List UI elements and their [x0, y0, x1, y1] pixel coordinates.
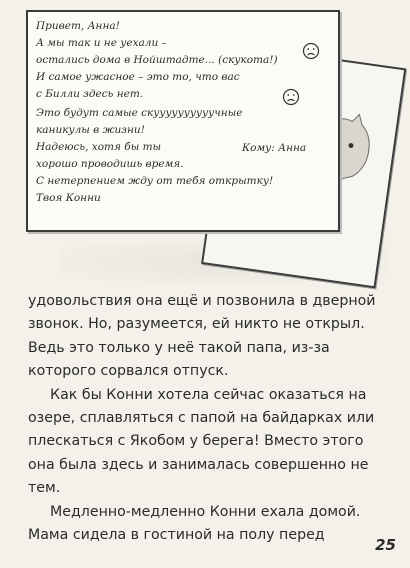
postcard-line: каникулы в жизни! — [36, 124, 145, 136]
postcard-signature: Твоя Конни — [36, 192, 101, 204]
postcard-line: с Билли здесь нет. — [36, 88, 144, 100]
page-number: 25 — [375, 536, 396, 554]
postcard-line: Надеюсь, хотя бы ты — [36, 141, 162, 153]
paragraph: Медленно-медленно Конни ехала домой. Мама сидела в гостиной на полу перед — [28, 503, 361, 544]
postcard-line: И самое ужасное – это то, что вас — [36, 71, 240, 83]
postcard-line: А мы так и не уехали – — [36, 37, 167, 49]
postcard-line: С нетерпением жду от тебя открытку! — [36, 175, 274, 187]
body-text — [28, 290, 382, 547]
postcard-line: хорошо проводишь время. — [36, 158, 184, 170]
postcard-front — [26, 10, 340, 232]
paragraph: Как бы Конни хотела сейчас оказаться на озере, сплавляться с папой на байдарках или плескаться с Якобом у берега! Вместо этого она была здесь и занималась совершенно не тем. — [28, 386, 375, 497]
paragraph: удовольствия она ещё и позвонила в дверной звонок. Но, разумеется, ей никто не открыл. Ведь это только у неё такой папа, из-за которого сорвался отпуск. — [28, 293, 376, 380]
frown-face-icon — [302, 42, 320, 60]
frown-face-icon — [282, 88, 300, 106]
postcard-line: остались дома в Нойштадте... (скукота!) — [36, 54, 278, 66]
postcard-line: Привет, Анна! — [36, 20, 120, 32]
postcard-line: Это будут самые скуууууууууучные — [36, 107, 243, 119]
postcard-address: Кому: Анна — [242, 142, 307, 154]
